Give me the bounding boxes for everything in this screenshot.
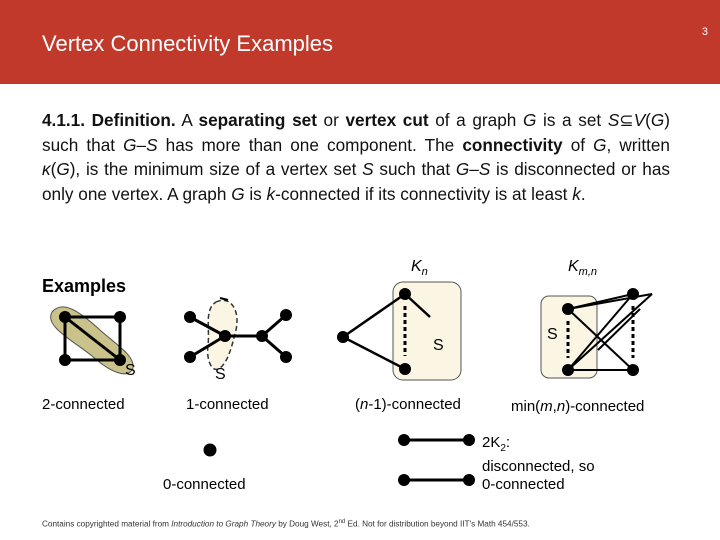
label-2-connected: 2-connected	[42, 396, 125, 413]
def-var: V	[633, 110, 646, 130]
footer-book-title: Introduction to Graph Theory	[171, 519, 276, 529]
def-text: , written	[606, 134, 670, 155]
label-0-connected: 0-connected	[163, 476, 246, 493]
def-var: G	[123, 134, 137, 155]
examples-heading: Examples	[42, 276, 127, 296]
label-min-mn-connected	[511, 398, 644, 415]
def-text: (	[50, 159, 57, 179]
definition-number: 4.1.1. Definition.	[42, 110, 176, 130]
def-text: –	[136, 134, 147, 155]
def-text: or	[316, 110, 346, 130]
label-part: n	[556, 398, 566, 415]
vertex	[463, 474, 475, 486]
vertex	[463, 434, 475, 446]
footer-part: Contains copyrighted material from	[42, 519, 172, 529]
def-text: has more than one component. The	[157, 134, 463, 155]
def-text: ), is the minimum size of a vertex set	[69, 159, 363, 179]
vertex	[280, 309, 292, 321]
vertex	[562, 364, 574, 376]
kmn-subscript: m,n	[578, 266, 598, 279]
def-text: of a graph	[428, 110, 523, 130]
def-var: G	[522, 110, 537, 130]
graph-1-connected	[184, 298, 292, 369]
label-s-kn: S	[433, 337, 444, 354]
def-var: G	[56, 159, 70, 179]
def-var: G	[231, 183, 245, 204]
label-part: 2	[500, 443, 506, 454]
label-part: K	[490, 434, 501, 451]
def-var: G	[455, 159, 470, 179]
isolated-vertex	[204, 444, 217, 457]
def-var: S	[362, 159, 374, 179]
term-separating-set: separating set	[198, 110, 317, 130]
def-text: is	[244, 183, 267, 204]
label-2k2	[482, 434, 595, 494]
label-part: n	[360, 396, 369, 413]
subset-symbol: ⊆	[619, 110, 634, 130]
label-part: -1)-connected	[368, 396, 461, 413]
def-text: A	[175, 110, 199, 130]
copyright-footer	[42, 519, 530, 529]
vertex	[59, 311, 71, 323]
graph-2k2	[398, 434, 475, 486]
label-part: min(	[511, 398, 541, 415]
label-1-connected: 1-connected	[186, 396, 269, 413]
def-text: is a set	[536, 110, 608, 130]
label-kn	[411, 258, 428, 278]
kn-symbol: K	[411, 258, 422, 275]
footer-part: by Doug West, 2	[275, 519, 339, 529]
page-number: 3	[701, 26, 708, 38]
def-text: of	[562, 134, 594, 155]
label-2k2-line2: disconnected, so	[482, 458, 595, 475]
vertex	[627, 288, 639, 300]
vertex	[398, 434, 410, 446]
vertex	[184, 311, 196, 323]
label-part: 2	[482, 434, 491, 451]
def-var: S	[146, 134, 158, 155]
def-text: –	[469, 159, 479, 179]
vertex	[184, 351, 196, 363]
vertex	[398, 474, 410, 486]
label-part: ,	[552, 398, 557, 415]
vertex	[627, 364, 639, 376]
label-part: m	[540, 398, 553, 415]
def-text: such that	[373, 159, 456, 179]
term-vertex-cut: vertex cut	[345, 110, 429, 130]
cut-vertex	[219, 330, 231, 342]
def-text: -connected if its connectivity is at least	[275, 183, 573, 204]
footer-part: Ed. Not for distribution beyond IIT's Math 454/553.	[345, 519, 530, 529]
kappa-symbol: κ	[42, 159, 51, 179]
vertex	[399, 363, 411, 375]
footer-part: nd	[338, 519, 346, 525]
label-2k2-line3: 0-connected	[482, 476, 565, 493]
label-part: :	[505, 434, 511, 451]
vertex	[280, 351, 292, 363]
label-s-1-connected: S	[215, 366, 226, 383]
term-connectivity: connectivity	[462, 134, 563, 155]
slide-title: Vertex Connectivity Examples	[42, 31, 334, 56]
kmn-symbol: K	[568, 258, 579, 275]
label-n-minus-1-connected	[355, 396, 461, 413]
def-text: ) such that	[42, 110, 671, 155]
label-s-kmn: S	[547, 326, 558, 343]
kn-subscript: n	[421, 266, 428, 279]
graph-2-connected	[51, 307, 134, 374]
label-2k2-line1	[482, 434, 595, 458]
vertex	[562, 303, 574, 315]
vertex	[399, 288, 411, 300]
vertex	[256, 330, 268, 342]
def-text: is disconnected or has only one vertex. A graph	[42, 159, 670, 204]
label-s-2-connected: S	[125, 362, 136, 379]
def-var: k	[266, 183, 276, 204]
vertex	[337, 331, 349, 343]
def-var: k	[572, 183, 581, 204]
def-text: (	[645, 110, 651, 130]
region-mark	[220, 298, 228, 300]
def-var: G	[650, 110, 665, 130]
graph-kn	[337, 282, 461, 380]
label-part: (	[355, 396, 360, 413]
label-kmn	[568, 258, 597, 278]
def-var: S	[478, 159, 491, 179]
def-var: G	[593, 134, 607, 155]
def-text: .	[580, 183, 586, 204]
vertex	[59, 354, 71, 366]
def-var: S	[607, 110, 620, 130]
vertex	[114, 311, 126, 323]
label-part: )-connected	[565, 398, 645, 415]
